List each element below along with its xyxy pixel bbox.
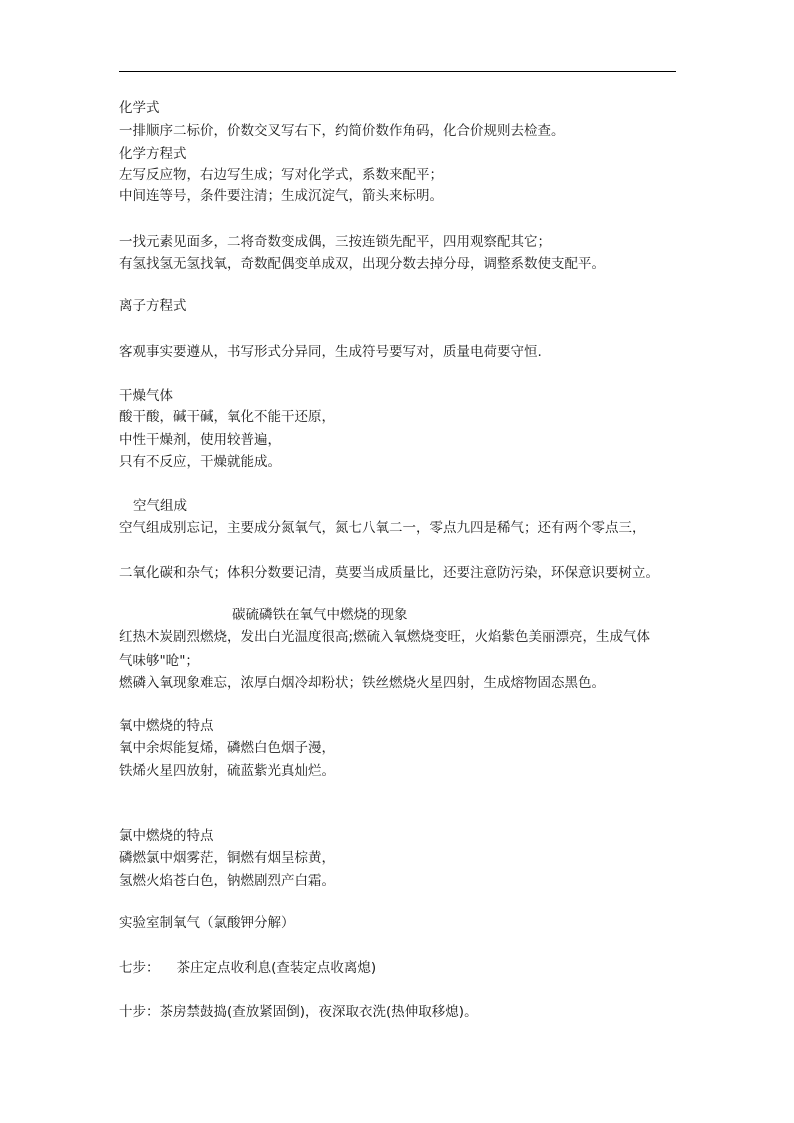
text-line: 铁烯火星四放射，硫蓝紫光真灿烂。 [119, 763, 335, 779]
text-line: 客观事实要遵从，书写形式分异同，生成符号要写对，质量电荷要守恒. [119, 344, 542, 360]
text-line: 红热木炭剧烈燃烧，发出白光温度很高;燃硫入氧燃烧变旺，火焰紫色美丽漂亮，生成气体 [119, 629, 651, 645]
text-line: 氢燃火焰苍白色，钠燃剧烈产白霜。 [119, 873, 335, 889]
text-line: 磷燃氯中烟雾茫，铜燃有烟呈棕黄， [119, 850, 335, 866]
heading-ionic-equation: 离子方程式 [119, 298, 187, 314]
text-line: 中间连等号，条件要注清；生成沉淀气，箭头来标明。 [119, 188, 443, 204]
text-line: 有氢找氢无氢找氧，奇数配偶变单成双，出现分数去掉分母，调整系数使支配平。 [119, 256, 605, 272]
text-line: 中性干燥剂，使用较普遍， [119, 432, 281, 448]
heading-combustion-phenomena: 碳硫磷铁在氧气中燃烧的现象 [232, 607, 408, 623]
text-line: 酸干酸，碱干碱，氧化不能干还原， [119, 409, 335, 425]
text-line: 氧中余烬能复烯，磷燃白色烟子漫， [119, 740, 335, 756]
text-line: 一排顺序二标价，价数交叉写右下，约简价数作角码，化合价规则去检查。 [119, 123, 565, 139]
text-line: 十步：茶房禁鼓捣(查放紧固倒)，夜深取衣洗(热伸取移熄)。 [119, 1004, 478, 1020]
heading-air-composition: 空气组成 [133, 498, 187, 514]
text-line: 一找元素见面多，二将奇数变成偶，三按连锁先配平，四用观察配其它； [119, 234, 551, 250]
text-line: 气味够"呛"； [119, 653, 199, 669]
text-line: 七步： 茶庄定点收利息(查装定点收离熄) [119, 960, 377, 976]
heading-chlorine-combustion: 氯中燃烧的特点 [119, 828, 214, 844]
heading-chemical-equation: 化学方程式 [119, 146, 187, 162]
header-rule [119, 71, 676, 72]
text-line: 二氧化碳和杂气；体积分数要记清，莫要当成质量比，还要注意防污染，环保意识要树立。 [119, 565, 659, 581]
text-line: 燃磷入氧现象难忘，浓厚白烟冷却粉状；铁丝燃烧火星四射，生成熔物固态黑色。 [119, 675, 605, 691]
heading-drying-gas: 干燥气体 [119, 388, 173, 404]
text-line: 空气组成别忘记，主要成分氮氧气，氮七八氧二一，零点九四是稀气；还有两个零点三， [119, 520, 646, 536]
text-line: 只有不反应，干燥就能成。 [119, 454, 281, 470]
heading-lab-oxygen: 实验室制氧气（氯酸钾分解） [119, 915, 295, 931]
heading-chemical-formula: 化学式 [119, 100, 160, 116]
heading-oxygen-combustion: 氧中燃烧的特点 [119, 718, 214, 734]
text-line: 左写反应物，右边写生成；写对化学式，系数来配平； [119, 167, 443, 183]
